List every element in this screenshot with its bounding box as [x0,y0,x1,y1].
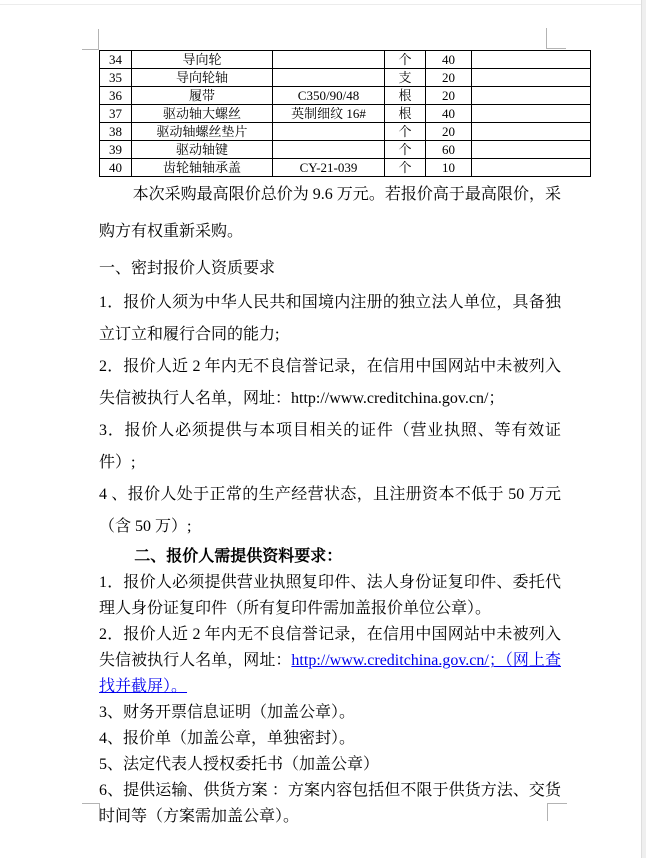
table-cell: 39 [100,141,132,159]
table-cell: 38 [100,123,132,141]
margin-mark-top-left [82,29,99,50]
table-cell: 40 [426,51,472,69]
document-body [99,176,561,830]
section1-heading: 一、密封报价人资质要求 [99,260,276,277]
table-row [100,87,591,105]
table-cell: 英制细纹 16# [273,105,385,123]
table-cell: 驱动轴键 [132,141,273,159]
table-cell: 根 [385,105,426,123]
creditchina-link[interactable]: http://www.creditchina.gov.cn/；（网上查找并截屏）。 [99,652,561,695]
page-top-edge [0,4,646,5]
table-cell [472,69,591,87]
table-cell: 60 [426,141,472,159]
table-cell: 齿轮轴轴承盖 [132,159,273,177]
table-row [100,159,591,177]
table-cell: 导向轮轴 [132,69,273,87]
table-cell: 20 [426,69,472,87]
table-cell [273,69,385,87]
table-cell: 20 [426,123,472,141]
table-cell [273,51,385,69]
parts-table [99,50,591,177]
section2-heading: 二、报价人需提供资料要求： [134,548,343,565]
table-cell [472,51,591,69]
section2-item-2 [99,622,561,700]
table-cell: C350/90/48 [273,87,385,105]
table-row [100,141,591,159]
section2-item-6: 6、提供运输、供货方案 ：方案内容包括但不限于供货方法、交货时间等（方案需加盖公章）。 [99,782,561,825]
section2-item-1: 1．报价人必须提供营业执照复印件、法人身份证复印件、委托代理人身份证复印件（所有复印件需加盖报价单位公章）。 [99,574,561,617]
table-cell: 根 [385,87,426,105]
table-cell: 20 [426,87,472,105]
section2-item-3: 3、财务开票信息证明（加盖公章）。 [99,704,356,721]
app-background-edge [641,0,646,858]
table-cell [472,105,591,123]
table-row [100,51,591,69]
table-cell: 40 [100,159,132,177]
table-cell: 个 [385,141,426,159]
table-cell: CY-21-039 [273,159,385,177]
section2-item-4: 4、报价单（加盖公章，单独密封）。 [99,730,356,747]
table-cell [472,141,591,159]
table-cell: 36 [100,87,132,105]
table-cell: 40 [426,105,472,123]
section1-item-4: 4 、报价人处于正常的生产经营状态，且注册资本不低于 50 万元（含 50 万）; [99,486,561,535]
table-cell: 履带 [132,87,273,105]
section1-item-1: 1．报价人须为中华人民共和国境内注册的独立法人单位，具备独立订立和履行合同的能力; [99,294,561,343]
table-row [100,69,591,87]
section2-item-2-text: 2．报价人近 2 年内无不良信誉记录，在信用中国网站中未被列入失信被执行人名单，网址： [99,626,561,669]
table-cell: 个 [385,51,426,69]
table-cell: 个 [385,123,426,141]
table-cell: 37 [100,105,132,123]
table-cell: 驱动轴螺丝垫片 [132,123,273,141]
margin-mark-top-right [546,28,566,49]
table-cell: 驱动轴大螺丝 [132,105,273,123]
table-cell: 10 [426,159,472,177]
parts-table-body [100,51,591,177]
section2-item-5: 5、法定代表人授权委托书（加盖公章） [99,756,380,773]
intro-paragraph: 本次采购最高限价总价为 9.6 万元。若报价高于最高限价，采购方有权重新采购。 [99,186,561,240]
table-row [100,105,591,123]
table-cell [472,87,591,105]
table-cell: 个 [385,159,426,177]
table-cell [273,123,385,141]
section1-item-2: 2．报价人近 2 年内无不良信誉记录，在信用中国网站中未被列入失信被执行人名单，网址：http://www.creditchina.gov.cn/； [99,358,561,407]
margin-mark-bottom-left [82,803,100,821]
table-row [100,123,591,141]
table-cell: 34 [100,51,132,69]
table-cell: 35 [100,69,132,87]
table-cell [472,123,591,141]
table-cell [273,141,385,159]
section1-item-3: 3．报价人必须提供与本项目相关的证件（营业执照、等有效证件）; [99,422,561,471]
table-cell [472,159,591,177]
table-cell: 导向轮 [132,51,273,69]
table-cell: 支 [385,69,426,87]
